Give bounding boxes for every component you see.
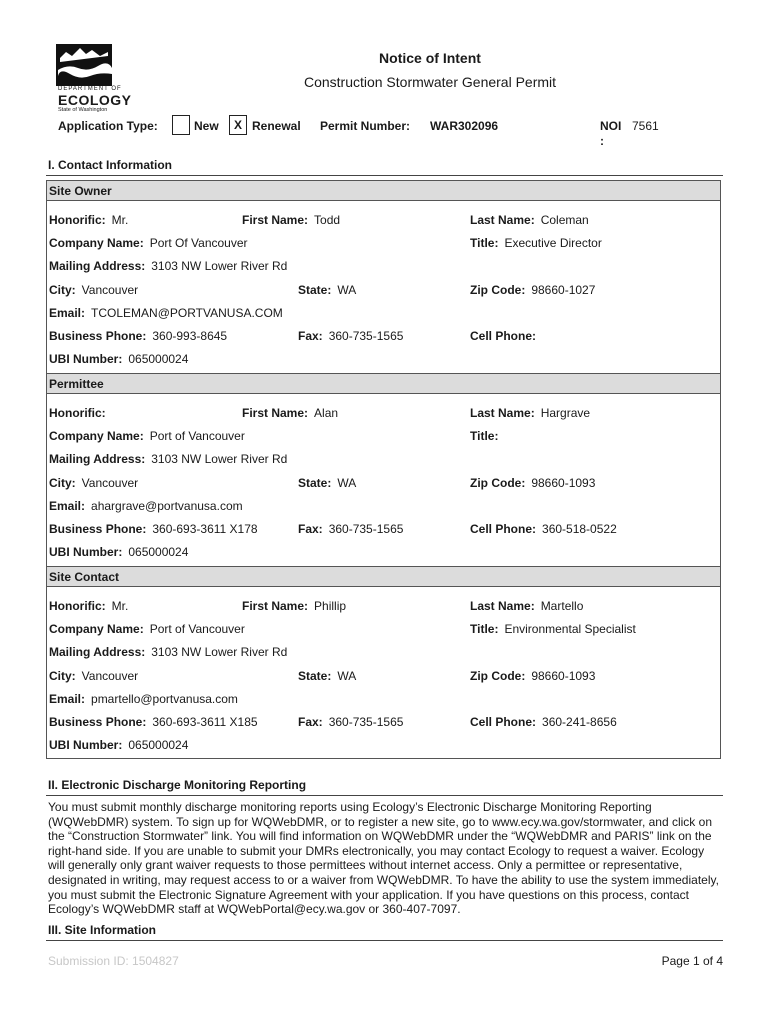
permit-number-label: Permit Number: bbox=[320, 119, 411, 133]
city-label: City: bbox=[49, 282, 76, 297]
ubi-number-field bbox=[49, 545, 188, 559]
honorific-label: Honorific: bbox=[49, 406, 106, 420]
ubi-number-label: UBI Number: bbox=[49, 352, 123, 367]
ubi-number-value: 065000024 bbox=[128, 738, 189, 753]
contact-heading-band bbox=[47, 566, 720, 587]
mailing-address-field bbox=[49, 645, 287, 659]
mailing-address-value: 3103 NW Lower River Rd bbox=[151, 645, 288, 660]
mailing-address-field bbox=[49, 452, 287, 466]
page-title: Notice of Intent bbox=[379, 50, 481, 66]
company-name-field bbox=[49, 429, 245, 443]
section-edmr-title: II. Electronic Discharge Monitoring Reporting bbox=[48, 778, 307, 792]
email-label: Email: bbox=[49, 498, 86, 513]
cell-phone-field bbox=[470, 522, 617, 536]
permit-number-value: WAR302096 bbox=[430, 119, 499, 133]
title-label: Title: bbox=[470, 236, 499, 251]
state-label: State: bbox=[298, 282, 332, 297]
section-rule bbox=[46, 175, 723, 176]
contact-heading-band bbox=[47, 373, 720, 394]
honorific-field bbox=[49, 213, 128, 227]
page-subtitle: Construction Stormwater General Permit bbox=[303, 74, 557, 90]
last-name-value: Martello bbox=[540, 599, 584, 613]
state-label: State: bbox=[298, 668, 332, 683]
business-phone-value: 360-693-3611 X185 bbox=[152, 715, 258, 729]
business-phone-label: Business Phone: bbox=[49, 522, 147, 536]
company-name-value: Port of Vancouver bbox=[149, 429, 245, 444]
mailing-address-value: 3103 NW Lower River Rd bbox=[151, 452, 288, 467]
business-phone-label: Business Phone: bbox=[49, 329, 147, 343]
first-name-label: First Name: bbox=[242, 213, 309, 227]
mailing-address-value: 3103 NW Lower River Rd bbox=[151, 259, 288, 274]
last-name-field bbox=[470, 599, 583, 613]
cell-phone-label: Cell Phone: bbox=[470, 329, 537, 343]
contact-heading: Permittee bbox=[49, 377, 104, 391]
business-phone-field bbox=[49, 522, 258, 536]
zip-code-value: 98660-1093 bbox=[531, 668, 596, 683]
state-value: WA bbox=[337, 282, 357, 297]
renewal-label: Renewal bbox=[252, 119, 301, 133]
mailing-address-label: Mailing Address: bbox=[49, 452, 146, 467]
company-name-label: Company Name: bbox=[49, 236, 144, 251]
city-field bbox=[49, 476, 138, 490]
first-name-label: First Name: bbox=[242, 599, 309, 613]
city-field bbox=[49, 283, 138, 297]
first-name-value: Todd bbox=[314, 213, 341, 227]
company-name-value: Port of Vancouver bbox=[149, 622, 245, 637]
email-value: pmartello@portvanusa.com bbox=[91, 691, 238, 706]
honorific-label: Honorific: bbox=[49, 599, 106, 613]
city-value: Vancouver bbox=[81, 668, 139, 683]
state-label: State: bbox=[298, 475, 332, 490]
business-phone-field bbox=[49, 329, 227, 343]
agency-line2: ECOLOGY bbox=[58, 92, 132, 108]
cell-phone-label: Cell Phone: bbox=[470, 715, 537, 729]
company-name-value: Port Of Vancouver bbox=[149, 236, 248, 251]
section-site-information-title: III. Site Information bbox=[48, 923, 157, 937]
company-name-field bbox=[49, 236, 248, 250]
first-name-label: First Name: bbox=[242, 406, 309, 420]
title-label: Title: bbox=[470, 429, 499, 444]
renewal-checkbox[interactable]: X bbox=[229, 115, 247, 135]
section-rule bbox=[46, 940, 723, 941]
ubi-number-value: 065000024 bbox=[128, 545, 189, 560]
fax-field bbox=[298, 329, 403, 343]
cell-phone-field bbox=[470, 715, 617, 729]
new-checkbox[interactable] bbox=[172, 115, 190, 135]
mailing-address-label: Mailing Address: bbox=[49, 259, 146, 274]
page-number: Page 1 of 4 bbox=[661, 954, 723, 968]
city-label: City: bbox=[49, 475, 76, 490]
agency-line3: State of Washington bbox=[58, 107, 108, 113]
business-phone-label: Business Phone: bbox=[49, 715, 147, 729]
section-rule bbox=[46, 795, 723, 796]
honorific-field bbox=[49, 599, 128, 613]
fax-value: 360-735-1565 bbox=[328, 715, 404, 729]
ubi-number-value: 065000024 bbox=[128, 352, 189, 367]
fax-field bbox=[298, 715, 403, 729]
zip-code-label: Zip Code: bbox=[470, 475, 526, 490]
email-label: Email: bbox=[49, 305, 86, 320]
ubi-number-label: UBI Number: bbox=[49, 738, 123, 753]
email-field bbox=[49, 499, 243, 513]
state-field bbox=[298, 283, 356, 297]
submission-id: Submission ID: 1504827 bbox=[48, 954, 179, 968]
new-label: New bbox=[194, 119, 219, 133]
zip-code-field bbox=[470, 669, 595, 683]
last-name-label: Last Name: bbox=[470, 406, 535, 420]
city-value: Vancouver bbox=[81, 282, 139, 297]
honorific-value: Mr. bbox=[111, 213, 129, 227]
ubi-number-field bbox=[49, 738, 188, 752]
title-value: Executive Director bbox=[504, 236, 602, 251]
state-value: WA bbox=[337, 475, 357, 490]
city-value: Vancouver bbox=[81, 475, 139, 490]
contact-heading: Site Contact bbox=[49, 570, 120, 584]
mailing-address-label: Mailing Address: bbox=[49, 645, 146, 660]
title-label: Title: bbox=[470, 622, 499, 637]
city-label: City: bbox=[49, 668, 76, 683]
ubi-number-field bbox=[49, 352, 188, 366]
business-phone-value: 360-693-3611 X178 bbox=[152, 522, 258, 536]
cell-phone-value: 360-518-0522 bbox=[542, 522, 617, 536]
first-name-value: Alan bbox=[314, 406, 339, 420]
zip-code-value: 98660-1093 bbox=[531, 475, 596, 490]
first-name-field bbox=[242, 406, 338, 420]
last-name-value: Hargrave bbox=[540, 406, 591, 420]
fax-value: 360-735-1565 bbox=[328, 329, 404, 343]
state-field bbox=[298, 476, 356, 490]
state-field bbox=[298, 669, 356, 683]
cell-phone-label: Cell Phone: bbox=[470, 522, 537, 536]
edmr-paragraph: You must submit monthly discharge monitoring reports using Ecology’s Electronic Discharge Monitoring Reporting (WQWebDMR) system. To sign up for WQWebDMR, or to register a new site, go to www.ecy.wa.gov/stormwater, and click on the “Construction Stormwater” link. You will find information on WQWebDMR under the “WQWebDMR and PARIS” link on the right-hand side. If you are unable to submit your DMRs electronically, you may contact Ecology to request a waiver. Ecology will generally only grant waiver requests to those permittees without internet access. Only a permittee or representative, designated in writing, may request access to or a waiver from WQWebDMR. To have the ability to use the system immediately, you must submit the Electronic Signature Agreement with your application. If you have questions on this process, contact Ecology’s WQWebDMR staff at WQWebPortal@ecy.wa.gov or 360-407-7097. bbox=[48, 800, 719, 917]
zip-code-label: Zip Code: bbox=[470, 668, 526, 683]
application-type-label: Application Type: bbox=[58, 119, 158, 133]
first-name-field bbox=[242, 213, 340, 227]
agency-line1: DEPARTMENT OF bbox=[58, 86, 122, 92]
email-value: TCOLEMAN@PORTVANUSA.COM bbox=[91, 305, 283, 320]
title-field bbox=[470, 236, 602, 250]
title-field bbox=[470, 429, 504, 443]
email-field bbox=[49, 306, 283, 320]
ubi-number-label: UBI Number: bbox=[49, 545, 123, 560]
business-phone-field bbox=[49, 715, 258, 729]
last-name-label: Last Name: bbox=[470, 213, 535, 227]
zip-code-field bbox=[470, 476, 595, 490]
fax-label: Fax: bbox=[298, 715, 323, 729]
honorific-label: Honorific: bbox=[49, 213, 106, 227]
email-label: Email: bbox=[49, 691, 86, 706]
email-value: ahargrave@portvanusa.com bbox=[91, 498, 243, 513]
title-field bbox=[470, 622, 636, 636]
fax-label: Fax: bbox=[298, 329, 323, 343]
honorific-value: Mr. bbox=[111, 599, 129, 613]
noi-label: NOI bbox=[600, 119, 622, 133]
last-name-field bbox=[470, 213, 589, 227]
cell-phone-field bbox=[470, 329, 542, 343]
zip-code-label: Zip Code: bbox=[470, 282, 526, 297]
fax-label: Fax: bbox=[298, 522, 323, 536]
fax-field bbox=[298, 522, 403, 536]
company-name-label: Company Name: bbox=[49, 622, 144, 637]
last-name-value: Coleman bbox=[540, 213, 589, 227]
zip-code-field bbox=[470, 283, 595, 297]
honorific-field bbox=[49, 406, 112, 420]
city-field bbox=[49, 669, 138, 683]
company-name-field bbox=[49, 622, 245, 636]
first-name-value: Phillip bbox=[314, 599, 347, 613]
last-name-field bbox=[470, 406, 590, 420]
email-field bbox=[49, 692, 238, 706]
state-value: WA bbox=[337, 668, 357, 683]
fax-value: 360-735-1565 bbox=[328, 522, 404, 536]
noi-value: 7561 bbox=[632, 119, 659, 133]
noi-colon: : bbox=[600, 134, 604, 148]
zip-code-value: 98660-1027 bbox=[531, 282, 596, 297]
mailing-address-field bbox=[49, 259, 287, 273]
cell-phone-value: 360-241-8656 bbox=[542, 715, 617, 729]
last-name-label: Last Name: bbox=[470, 599, 535, 613]
first-name-field bbox=[242, 599, 346, 613]
contact-heading: Site Owner bbox=[49, 184, 112, 198]
business-phone-value: 360-993-8645 bbox=[152, 329, 228, 343]
contact-heading-band bbox=[47, 180, 720, 201]
title-value: Environmental Specialist bbox=[504, 622, 636, 637]
company-name-label: Company Name: bbox=[49, 429, 144, 444]
section-contact-information-title: I. Contact Information bbox=[48, 158, 172, 172]
